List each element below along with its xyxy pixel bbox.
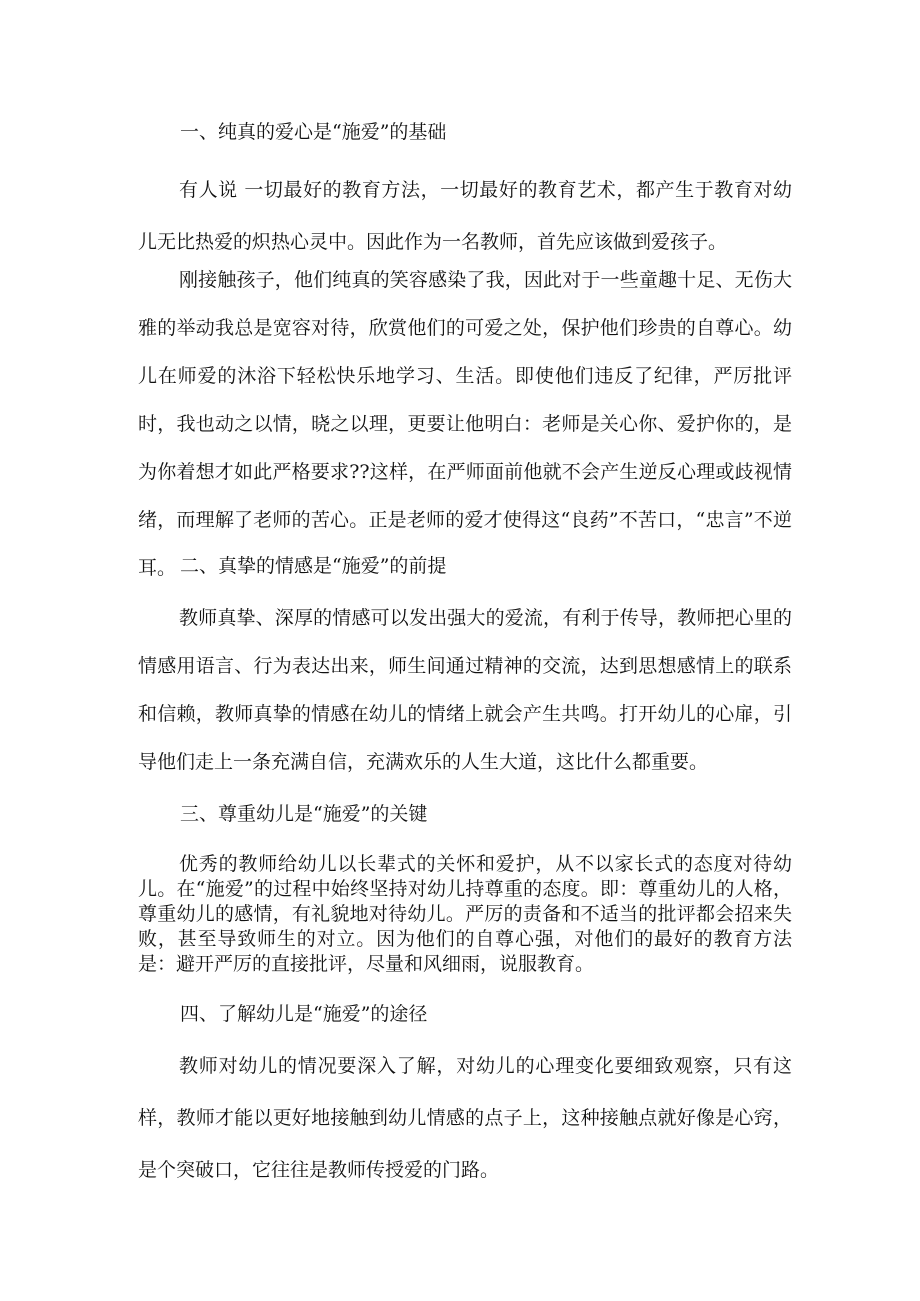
- section-4-paragraph-1: 教师对幼儿的情况要深入了解，对幼儿的心理变化要细致观察，只有这样，教师才能以更好地接触到幼儿情感的点子上，这种接触点就好像是心窍，是个突破口，它往往是教师传授爱的门路。: [138, 1055, 792, 1181]
- section-1-paragraph-2: 刚接触孩子，他们纯真的笑容感染了我，因此对于一些童趣十足、无伤大雅的举动我总是宽容对待，欣赏他们的可爱之处，保护他们珍贵的自尊心。幼儿在师爱的沐浴下轻松快乐地学习、生活。即使他们违反了纪律，严厉批评时，我也动之以情，晓之以理，更要让他明白：老师是关心你、爱护你的，是为你着想才如此严格要求??这样，在严师面前他就不会产生逆反心理或歧视情绪，而理解了老师的苦心。正是老师的爱才使得这“良药”不苦口，“忠言”不逆耳。: [138, 269, 792, 579]
- section-1-paragraph-1: 有人说 一切最好的教育方法，一切最好的教育艺术，都产生于教育对幼儿无比热爱的炽热心灵中。因此作为一名教师，首先应该做到爱孩子。: [138, 179, 792, 253]
- section-1-heading: 一、纯真的爱心是“施爱”的基础: [180, 121, 447, 143]
- section-3-paragraph-1: 优秀的教师给幼儿以长辈式的关怀和爱护，从不以家长式的态度对待幼儿。在“施爱”的过程中始终坚持对幼儿持尊重的态度。即：尊重幼儿的人格，尊重幼儿的感情，有礼貌地对待幼儿。严厉的责备和不适当的批评都会招来失败，甚至导致师生的对立。因为他们的自尊心强，对他们的最好的教育方法是：避开严厉的直接批评，尽量和风细雨，说服教育。: [138, 853, 792, 975]
- section-2-heading: 二、真挚的情感是“施爱”的前提: [180, 555, 447, 577]
- section-4-heading: 四、了解幼儿是“施爱”的途径: [180, 1003, 428, 1025]
- section-2-paragraph-1: 教师真挚、深厚的情感可以发出强大的爱流，有利于传导，教师把心里的情感用语言、行为表达出来，师生间通过精神的交流，达到思想感情上的联系和信赖，教师真挚的情感在幼儿的情绪上就会产生共鸣。打开幼儿的心扉，引导他们走上一条充满自信，充满欢乐的人生大道，这比什么都重要。: [138, 607, 792, 773]
- section-3-heading: 三、尊重幼儿是“施爱”的关键: [180, 803, 428, 825]
